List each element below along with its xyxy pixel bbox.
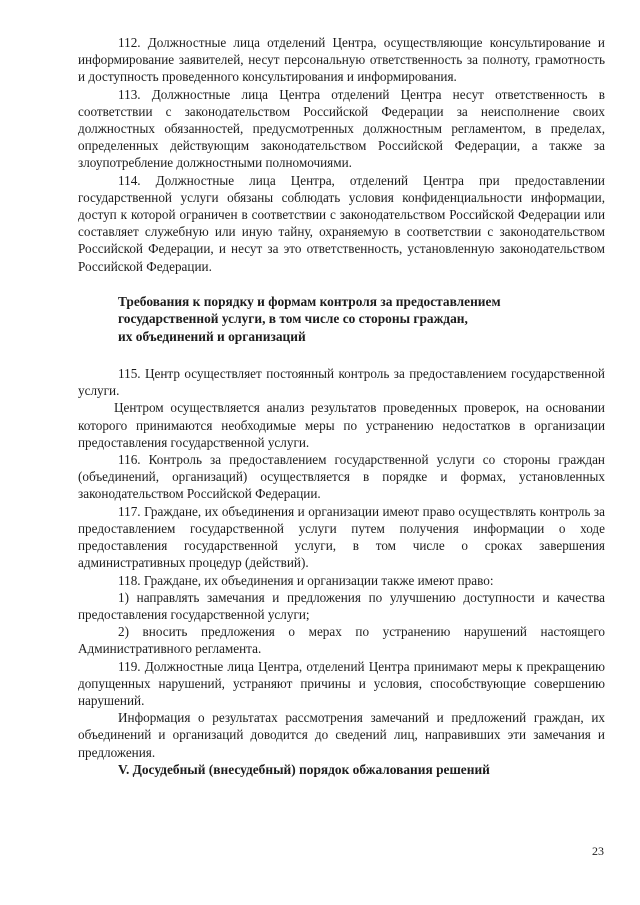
section-v-heading: V. Досудебный (внесудебный) порядок обжалования решений <box>118 761 490 777</box>
document-page <box>78 34 605 778</box>
paragraph-116: 116. Контроль за предоставлением государственной услуги со стороны граждан (объединений, организаций) осуществляется в порядке и формах, установленных законодательством Российской Федерации. <box>78 452 605 502</box>
paragraph-118: 118. Граждане, их объединения и организации также имеют право: <box>118 572 494 588</box>
paragraph-115: 115. Центр осуществляет постоянный контроль за предоставлением государственной услуги. <box>78 366 605 399</box>
paragraph-114: 114. Должностные лица Центра, отделений Центра при предоставлении государственной услуги обязаны соблюдать условия конфиденциальности информации, доступ к которой ограничен в соответствии с законодательством Российской Федерации или составляет служебную или иную тайну, охраняемую в соответствии с законодательством Российской Федерации, и несут за это ответственность, установленную законодательством Российской Федерации. <box>78 172 605 274</box>
paragraph-analysis: Центром осуществляется анализ результатов проведенных проверок, на основании которого принимаются необходимые меры по устранению недостатков в организации предоставления государственной услуги. <box>78 400 605 450</box>
paragraph-112: 112. Должностные лица отделений Центра, осуществляющие консультирование и информирование заявителей, несут персональную ответственность за полноту, грамотность и доступность проведенного консультирования и информирования. <box>78 35 605 85</box>
page-number: 23 <box>592 844 604 858</box>
paragraph-118-item-1: 1) направлять замечания и предложения по улучшению доступности и качества предоставления государственной услуги; <box>78 589 605 622</box>
heading-line-1: Требования к порядку и формам контроля за предоставлением <box>118 293 501 309</box>
heading-line-3: их объединений и организаций <box>118 328 306 344</box>
paragraph-118-item-2: 2) вносить предложения о мерах по устранению нарушений настоящего Административного регламента. <box>78 624 605 657</box>
paragraph-information: Информация о результатах рассмотрения замечаний и предложений граждан, их объединений и организаций доводится до сведений лиц, направивших эти замечания и предложения. <box>78 710 605 760</box>
control-requirements-heading <box>78 293 605 345</box>
paragraph-113: 113. Должностные лица Центра отделений Центра несут ответственность в соответствии с законодательством Российской Федерации за неисполнение своих должностных обязанностей, предусмотренных должностным регламентом, в пределах, определенных действующим законодательством Российской Федерации, а также за злоупотребление должностными полномочиями. <box>78 86 605 171</box>
paragraph-117: 117. Граждане, их объединения и организации имеют право осуществлять контроль за предоставлением государственной услуги путем получения информации о ходе предоставления государственной услуги, в том числе о сроках завершения административных процедур (действий). <box>78 503 605 571</box>
heading-line-2: государственной услуги, в том числе со стороны граждан, <box>118 311 468 327</box>
paragraph-119: 119. Должностные лица Центра, отделений Центра принимают меры к прекращению допущенных нарушений, устраняют причины и условия, способствующие совершению нарушений. <box>78 658 605 708</box>
